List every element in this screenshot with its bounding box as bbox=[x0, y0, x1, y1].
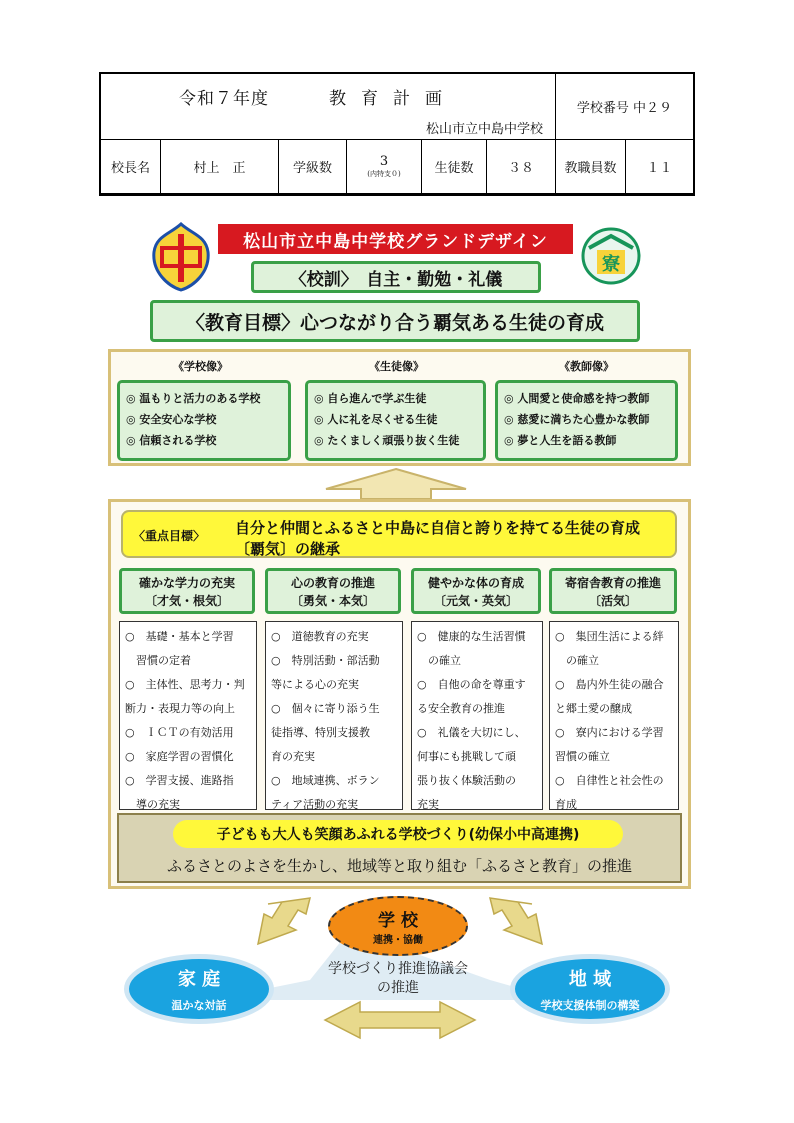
pillar-body-health bbox=[411, 621, 543, 810]
list-item: 育の充実 bbox=[271, 750, 315, 763]
list-item: ○ 自他の命を尊重す bbox=[417, 678, 526, 691]
ideals-section bbox=[108, 349, 691, 466]
school-oval bbox=[328, 896, 468, 956]
school-image-box bbox=[117, 380, 291, 461]
pillar-header-heart bbox=[265, 568, 401, 614]
pillar-subtitle: 〔活気〕 bbox=[588, 594, 637, 608]
classes-value: 3 bbox=[379, 154, 389, 169]
classes-label: 学級数 bbox=[279, 140, 347, 194]
school-number: 学校番号 中２９ bbox=[556, 74, 693, 140]
council-text bbox=[318, 960, 478, 998]
list-item: ◎ 夢と人生を語る教師 bbox=[504, 434, 617, 447]
pillar-header-academic bbox=[119, 568, 255, 614]
school-oval-title: 学 校 bbox=[378, 911, 418, 931]
principal-name: 村上 正 bbox=[161, 140, 279, 194]
pillar-body-heart bbox=[265, 621, 403, 810]
list-item: 徒指導、特別支援教 bbox=[271, 726, 370, 739]
list-item: ◎ たくましく頑張り抜く生徒 bbox=[314, 434, 460, 447]
furusato-text: ふるさとのよさを生かし、地域等と取り組む「ふるさと教育」の推進 bbox=[166, 857, 632, 875]
list-item: 何事にも挑戦して頑 bbox=[417, 750, 516, 763]
classes-note: (内特支０) bbox=[367, 170, 401, 178]
area-oval bbox=[510, 954, 670, 1024]
focus-label: 〈重点目標〉 bbox=[133, 529, 206, 543]
list-item: ○ 寮内における学習 bbox=[555, 726, 664, 739]
pillar-header-dormitory bbox=[549, 568, 677, 614]
list-item: ティア活動の充実 bbox=[271, 798, 359, 811]
pillar-body-dormitory bbox=[549, 621, 679, 810]
list-item: ○ 基礎・基本と学習 bbox=[125, 630, 234, 643]
pillar-subtitle: 〔才気・根気〕 bbox=[144, 594, 229, 608]
list-item: ○ 集団生活による絆 bbox=[555, 630, 664, 643]
list-item: る安全教育の推進 bbox=[417, 702, 505, 715]
community-band bbox=[117, 813, 682, 883]
list-item: の確立 bbox=[555, 654, 599, 667]
focus-goal-box bbox=[121, 510, 677, 558]
principal-label: 校長名 bbox=[101, 140, 161, 194]
school-oval-sub: 連携・協働 bbox=[373, 935, 423, 946]
list-item: ○ 礼儀を大切にし、 bbox=[417, 726, 526, 739]
home-oval-sub: 温かな対話 bbox=[171, 999, 227, 1012]
smile-banner: 子どもも大人も笑顔あふれる学校づくり(幼保小中高連携) bbox=[173, 820, 623, 848]
pillar-title: 心の教育の推進 bbox=[290, 576, 375, 590]
area-oval-title: 地 域 bbox=[568, 969, 612, 990]
list-item: ◎ 安全安心な学校 bbox=[126, 413, 217, 426]
list-item: ○ 地域連携、ボラン bbox=[271, 774, 380, 787]
list-item: ○ ＩＣＴの有効活用 bbox=[125, 726, 234, 739]
list-item: と郷土愛の醸成 bbox=[555, 702, 632, 715]
list-item: ○ 個々に寄り添う生 bbox=[271, 702, 380, 715]
pillar-body-academic bbox=[119, 621, 257, 810]
list-item: 等による心の充実 bbox=[271, 678, 359, 691]
list-item: 充実 bbox=[417, 798, 439, 811]
arrow-bottom-icon bbox=[325, 1002, 475, 1038]
list-item: の確立 bbox=[417, 654, 461, 667]
pillar-title: 寄宿舎教育の推進 bbox=[564, 576, 661, 590]
list-item: ○ 島内外生徒の融合 bbox=[555, 678, 664, 691]
list-item: ○ 道徳教育の充実 bbox=[271, 630, 369, 643]
list-item: ○ 主体性、思考力・判 bbox=[125, 678, 245, 691]
list-item: 育成 bbox=[555, 798, 577, 811]
home-oval bbox=[124, 954, 274, 1024]
list-item: ○ 学習支援、進路指 bbox=[125, 774, 234, 787]
list-item: ◎ 温もりと活力のある学校 bbox=[126, 392, 261, 405]
list-item: ○ 健康的な生活習慣 bbox=[417, 630, 526, 643]
grand-design-banner: 松山市立中島中学校グランドデザイン bbox=[218, 224, 573, 254]
education-goal: 〈教育目標〉心つながり合う覇気ある生徒の育成 bbox=[150, 300, 640, 342]
list-item: 断力・表現力等の向上 bbox=[125, 702, 235, 715]
area-oval-sub: 学校支援体制の構築 bbox=[540, 999, 640, 1012]
student-image-box bbox=[305, 380, 486, 461]
pillar-title: 健やかな体の育成 bbox=[427, 576, 524, 590]
staff-value: １１ bbox=[626, 140, 693, 194]
students-label: 生徒数 bbox=[422, 140, 487, 194]
list-item: 導の充実 bbox=[125, 798, 180, 811]
list-item: ◎ 人間愛と使命感を持つ教師 bbox=[504, 392, 650, 405]
arrow-right-icon bbox=[490, 898, 542, 944]
arrow-left-icon bbox=[258, 898, 310, 944]
school-emblem-icon bbox=[150, 222, 212, 292]
list-item: ◎ 自ら進んで学ぶ生徒 bbox=[314, 392, 427, 405]
focus-line-1: 自分と仲間とふるさと中島に自信と誇りを持てる生徒の育成 bbox=[235, 519, 641, 537]
students-value: ３８ bbox=[487, 140, 556, 194]
pillar-subtitle: 〔勇気・本気〕 bbox=[290, 594, 375, 608]
list-item: 習慣の定着 bbox=[125, 654, 191, 667]
list-item: 習慣の確立 bbox=[555, 750, 610, 763]
list-item: ◎ 信頼される学校 bbox=[126, 434, 217, 447]
council-line-2: の推進 bbox=[377, 980, 419, 996]
list-item: ○ 家庭学習の習慣化 bbox=[125, 750, 234, 763]
year-title: 令和７年度 bbox=[179, 89, 269, 109]
plan-title: 教育計画 bbox=[329, 89, 457, 109]
list-item: 張り抜く体験活動の bbox=[417, 774, 516, 787]
school-motto: 〈校訓〉 自主・勤勉・礼儀 bbox=[251, 261, 541, 293]
staff-label: 教職員数 bbox=[556, 140, 626, 194]
home-oval-title: 家 庭 bbox=[177, 969, 221, 990]
list-item: ◎ 人に礼を尽くせる生徒 bbox=[314, 413, 438, 426]
pillar-title: 確かな学力の充実 bbox=[138, 576, 235, 590]
focus-section bbox=[108, 499, 691, 889]
teacher-image-box bbox=[495, 380, 678, 461]
pillar-header-health bbox=[411, 568, 541, 614]
list-item: ○ 自律性と社会性の bbox=[555, 774, 664, 787]
student-image-heading: 《生徒像》 bbox=[369, 360, 424, 373]
teacher-image-heading: 《教師像》 bbox=[559, 360, 614, 373]
focus-line-2: 〔覇気〕の継承 bbox=[235, 540, 341, 558]
pillar-subtitle: 〔元気・英気〕 bbox=[433, 594, 518, 608]
emblem-right-text: 寮 bbox=[602, 254, 620, 275]
council-line-1: 学校づくり推進協議会 bbox=[328, 961, 468, 977]
dormitory-emblem-icon bbox=[579, 226, 643, 286]
school-image-heading: 《学校像》 bbox=[173, 360, 228, 373]
school-name: 松山市立中島中学校 bbox=[425, 122, 543, 137]
list-item: ○ 特別活動・部活動 bbox=[271, 654, 380, 667]
up-arrow-icon bbox=[316, 467, 476, 501]
list-item: ◎ 慈愛に満ちた心豊かな教師 bbox=[504, 413, 650, 426]
